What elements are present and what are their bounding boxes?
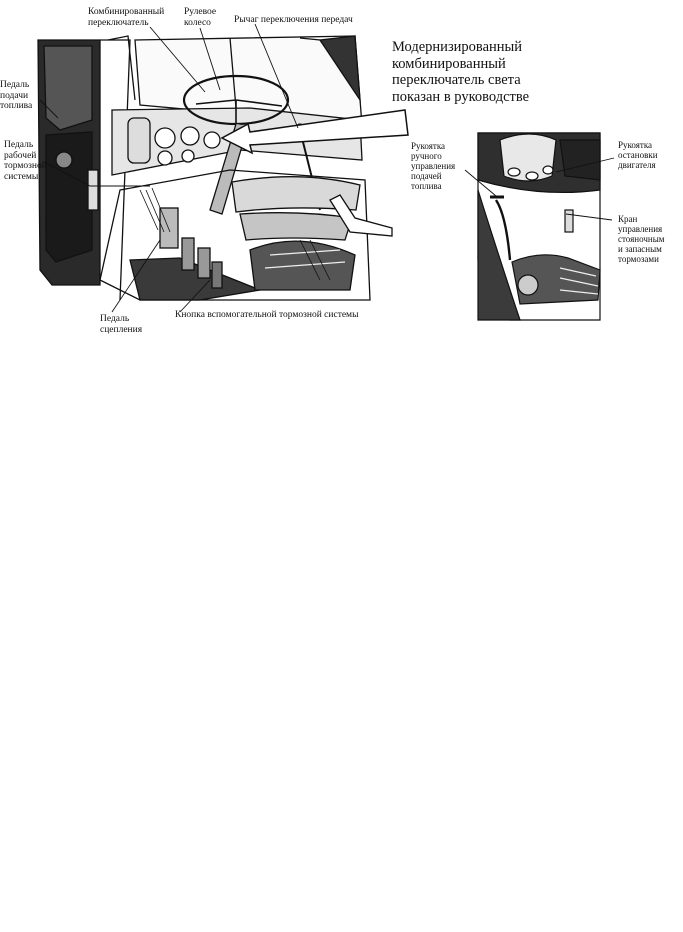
detail-drawing — [478, 133, 600, 320]
label-fuel-pedal: Педаль подачи топлива — [0, 80, 33, 111]
label-parking-brake-valve: Кран управления стояночным и запасным тормозами — [618, 214, 665, 264]
label-aux-brake-button: Кнопка вспомогательной тормозной системы — [175, 310, 359, 320]
label-brake-pedal: Педаль рабочей тормозной системы — [4, 140, 47, 182]
label-manual-fuel-handle: Рукоятка ручного управления подачей топлива — [411, 141, 456, 191]
label-clutch-pedal: Педаль сцепления — [100, 314, 143, 335]
label-steering-wheel: Рулевое колесо — [184, 7, 217, 28]
modernized-switch-note: Модернизированный комбинированный переключатель света показан в руководстве — [392, 39, 530, 105]
label-combined-switch: Комбинированный переключатель — [88, 7, 165, 28]
label-engine-stop-handle: Рукоятка остановки двигателя — [618, 140, 658, 170]
label-gear-lever: Рычаг переключения передач — [234, 15, 353, 25]
cab-interior-drawing — [38, 36, 370, 300]
